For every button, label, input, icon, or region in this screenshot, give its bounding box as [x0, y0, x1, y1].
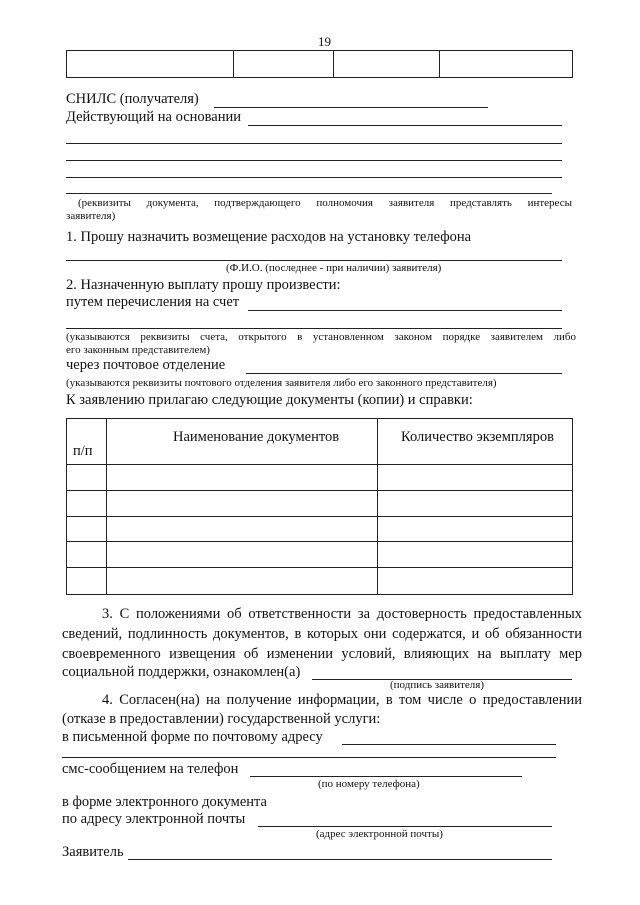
table-row	[67, 464, 572, 465]
table-row	[67, 541, 572, 542]
item-4-line-2: (отказе в предоставлении) государственной услуги:	[62, 711, 381, 727]
applicant-label: Заявитель	[62, 844, 124, 860]
top-table	[66, 50, 573, 78]
acting-basis-line[interactable]	[66, 143, 562, 144]
table-row	[67, 490, 572, 491]
account-line[interactable]	[66, 328, 562, 329]
snils-label: СНИЛС (получателя)	[66, 91, 199, 107]
applicant-name-caption: (Ф.И.О. (последнее - при наличии) заявителя)	[226, 262, 442, 274]
authority-doc-caption-cont: заявителя)	[66, 210, 116, 222]
table-header-copies: Количество экземпляров	[401, 429, 554, 445]
table-header-number: п/п	[73, 443, 93, 459]
email-field[interactable]	[258, 826, 552, 827]
table-header-document-name: Наименование документов	[173, 429, 340, 445]
attachments-intro: К заявлению прилагаю следующие документы (копии) и справки:	[66, 392, 473, 408]
top-table-divider	[333, 51, 334, 77]
item-1-text: 1. Прошу назначить возмещение расходов на установку телефона	[66, 229, 472, 245]
phone-field[interactable]	[250, 776, 522, 777]
item-3-line-4: социальной поддержки, ознакомлен(а)	[62, 664, 301, 680]
item-4-line-1: 4. Согласен(на) на получение информации, в том числе о предоставлении	[102, 692, 582, 708]
phone-caption: (по номеру телефона)	[318, 778, 420, 790]
top-table-divider	[233, 51, 234, 77]
acting-basis-field[interactable]	[248, 125, 562, 126]
top-table-divider	[439, 51, 440, 77]
electronic-label: в форме электронного документа	[62, 794, 267, 810]
table-row	[67, 567, 572, 568]
postal-address-field[interactable]	[342, 744, 556, 745]
account-field[interactable]	[248, 310, 562, 311]
acting-basis-line[interactable]	[66, 177, 562, 178]
signature-caption: (подпись заявителя)	[390, 679, 485, 691]
applicant-field[interactable]	[128, 859, 552, 860]
email-caption: (адрес электронной почты)	[316, 828, 443, 840]
item-3-line-1: 3. С положениями об ответственности за достоверность предоставленных	[102, 606, 582, 622]
page-number: 19	[318, 34, 331, 49]
account-caption-cont: его законным представителем)	[66, 344, 210, 356]
account-caption: (указываются реквизиты счета, открытого в установленном законом порядке заявителем либо	[66, 331, 576, 343]
item-2-text: 2. Назначенную выплату прошу произвести:	[66, 277, 341, 293]
acting-basis-line[interactable]	[66, 160, 562, 161]
post-office-field[interactable]	[246, 373, 562, 374]
post-office-caption: (указываются реквизиты почтового отделения заявителя либо его законного представителя)	[66, 377, 497, 389]
postal-address-line[interactable]	[62, 757, 556, 758]
written-form-label: в письменной форме по почтовому адресу	[62, 729, 323, 745]
post-office-label: через почтовое отделение	[66, 357, 226, 373]
item-3-line-2: сведений, подлинность документов, в которых они содержатся, и об обязанности	[62, 626, 582, 642]
applicant-name-field[interactable]	[66, 260, 562, 261]
authority-doc-caption: (реквизиты документа, подтверждающего полномочия заявителя представлять интересы	[78, 197, 572, 209]
acting-basis-line[interactable]	[66, 193, 552, 194]
snils-field[interactable]	[214, 107, 488, 108]
item-3-line-3: своевременного извещения об изменении условий, влияющих на выплату мер	[62, 646, 582, 662]
table-row	[67, 516, 572, 517]
sms-label: смс-сообщением на телефон	[62, 761, 239, 777]
acting-basis-label: Действующий на основании	[66, 109, 242, 125]
attachments-table	[66, 418, 573, 595]
transfer-label: путем перечисления на счет	[66, 294, 240, 310]
email-label: по адресу электронной почты	[62, 811, 246, 827]
